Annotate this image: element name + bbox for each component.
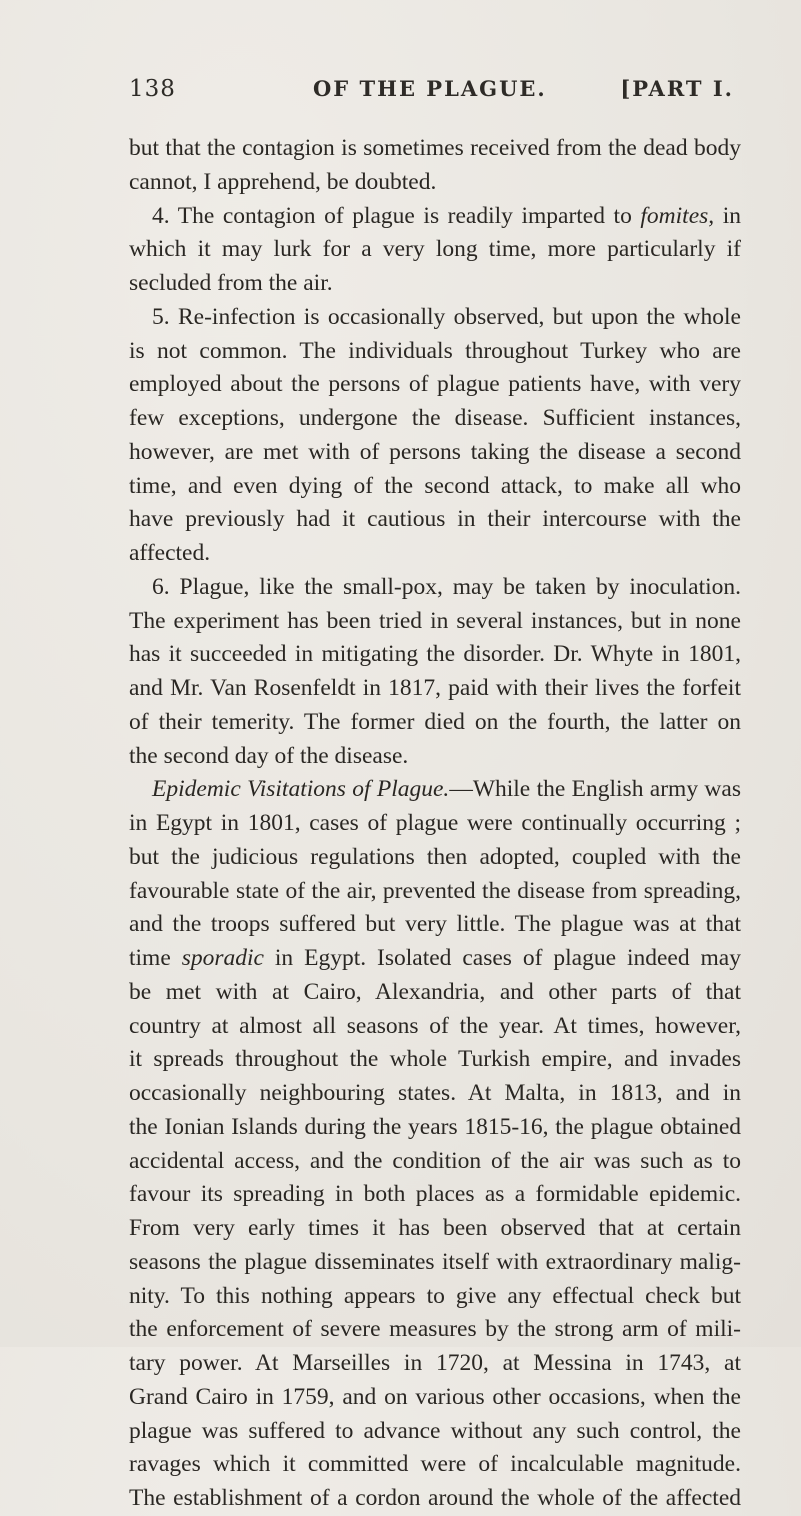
- text-line: time sporadic in Egypt. Isolated cases of plague indeed may: [129, 945, 741, 971]
- body-text: [129, 132, 741, 1516]
- text-line: have previously had it cautious in their intercourse with the: [129, 506, 741, 533]
- running-head: [129, 70, 734, 110]
- text-line: favourable state of the air, prevented the disease from spreading,: [129, 877, 741, 904]
- text-line: it spreads throughout the whole Turkish empire, and invades: [129, 1046, 741, 1073]
- text-line: but that the contagion is sometimes received from the dead body: [129, 135, 741, 161]
- text-line: the second day of the disease.: [129, 742, 409, 769]
- text-line: nity. To this nothing appears to give any effectual check but: [129, 1282, 741, 1309]
- text-line: and Mr. Van Rosenfeldt in 1817, paid with their lives the forfeit: [129, 675, 741, 701]
- text-line: tary power. At Marseilles in 1720, at Messina in 1743, at: [129, 1350, 741, 1376]
- text-line: The experiment has been tried in several instances, but in none: [129, 607, 741, 634]
- page-number: 138: [129, 76, 176, 102]
- text-line: The establishment of a cordon around the whole of the affected: [129, 1485, 741, 1511]
- text-line: occasionally neighbouring states. At Malta, in 1813, and in: [129, 1080, 741, 1106]
- text-line: and the troops suffered but very little. The plague was at that: [129, 911, 741, 938]
- text-line: Grand Cairo in 1759, and on various other occasions, when the: [129, 1383, 741, 1410]
- text-line: accidental access, and the condition of the air was such as to: [129, 1147, 741, 1174]
- text-line: few exceptions, undergone the disease. Sufficient instances,: [129, 405, 741, 431]
- text-line: plague was suffered to advance without any such control, the: [129, 1417, 741, 1444]
- text-line: country at almost all seasons of the year. At times, however,: [129, 1012, 741, 1039]
- text-line: the Ionian Islands during the years 1815-16, the plague obtained: [129, 1113, 741, 1140]
- part-label: [PART I.: [620, 76, 734, 101]
- text-line: Epidemic Visitations of Plague.—While the English army was: [152, 776, 741, 803]
- text-line: however, are met with of persons taking the disease a second: [129, 438, 741, 465]
- text-line: be met with at Cairo, Alexandria, and other parts of that: [129, 978, 741, 1005]
- running-title: OF THE PLAGUE.: [313, 76, 547, 101]
- text-line: in Egypt in 1801, cases of plague were continually occurring ;: [129, 810, 741, 836]
- text-line: has it succeeded in mitigating the disorder. Dr. Whyte in 1801,: [129, 641, 741, 668]
- text-line: ravages which it committed were of incalculable magnitude.: [129, 1451, 741, 1478]
- text-line: favour its spreading in both places as a formidable epidemic.: [129, 1181, 741, 1208]
- text-line: affected.: [129, 540, 211, 566]
- text-line: 5. Re-infection is occasionally observed, but upon the whole: [152, 303, 741, 330]
- text-line: the enforcement of severe measures by the strong arm of mili-: [129, 1316, 741, 1343]
- text-line: is not common. The individuals throughout Turkey who are: [129, 337, 741, 364]
- text-line: time, and even dying of the second attack, to make all who: [129, 472, 741, 499]
- text-line: From very early times it has been observed that at certain: [129, 1215, 741, 1241]
- text-line: which it may lurk for a very long time, more particularly if: [129, 236, 741, 263]
- text-line: employed about the persons of plague patients have, with very: [129, 371, 741, 398]
- text-line: of their temerity. The former died on the fourth, the latter on: [129, 708, 741, 735]
- text-line: secluded from the air.: [129, 270, 333, 296]
- text-line: but the judicious regulations then adopted, coupled with the: [129, 843, 741, 870]
- text-line: seasons the plague disseminates itself with extraordinary malig-: [129, 1248, 741, 1275]
- text-line: 6. Plague, like the small-pox, may be taken by inoculation.: [152, 573, 741, 600]
- text-line: cannot, I apprehend, be doubted.: [129, 168, 437, 195]
- text-line: 4. The contagion of plague is readily imparted to fomites, in: [152, 202, 741, 229]
